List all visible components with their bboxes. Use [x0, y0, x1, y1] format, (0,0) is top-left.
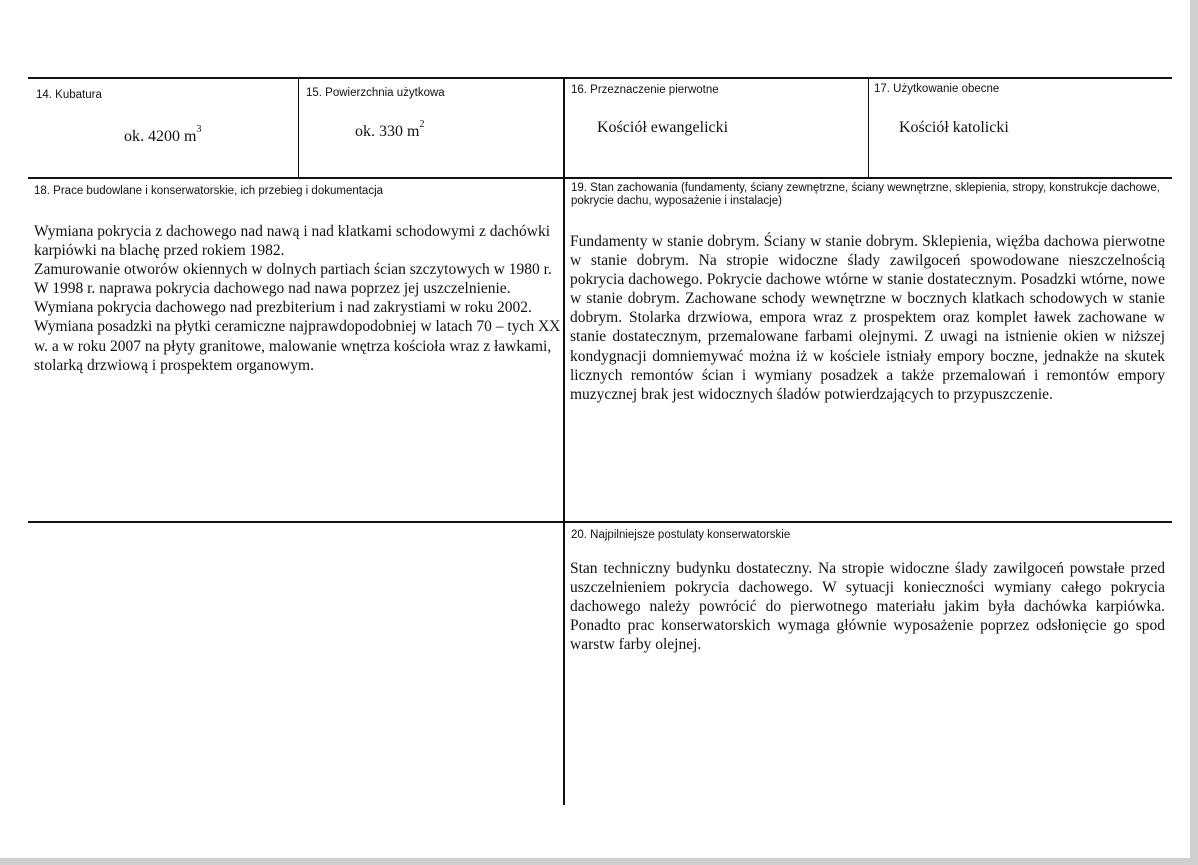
divider-16-17	[868, 78, 869, 178]
prace-paragraph: Zamurowanie otworów okiennych w dolnych partiach ścian szczytowych w 1980 r.	[34, 261, 552, 279]
stan-label: 19. Stan zachowania (fundamenty, ściany zewnętrzne, ściany wewnętrzne, sklepienia, stropy, konstrukcje dachowe, pokrycie dachu, wyposażenie i instalacje)	[571, 182, 1160, 207]
row1-bottom-rule	[28, 177, 1172, 179]
center-divider	[563, 78, 565, 805]
stan-text: Fundamenty w stanie dobrym. Ściany w stanie dobrym. Sklepienia, więźba dachowa pierwotne w stanie dobrym. Na stropie widoczne ślady zawilgoceń spowodowane nieszczelnością pokrycia dachowego. Pokrycie dachowe wtórne w stanie dostatecznym. Posadzki wtórne, nowe w stanie dobrym. Zachowane schody wewnętrzne w bocznych klatkach schodowych w stanie dobrym. Stolarka drzwiowa, empora wraz z prospektem oraz komplet ławek zachowane w stanie dostatecznym, przemalowane farbami olejnymi. Z uwagi na istnienie okien w niższej kondygnacji domniemywać można iż w kościele istniały empory boczne, jednakże na skutek licznych remontów ścian i wymiany posadzek a także przemalowań i remontów empory muzycznej brak jest widocznych śladów potwierdzających to przypuszczenie.	[570, 233, 1165, 403]
powierzchnia-label: 15. Powierzchnia użytkowa	[306, 87, 445, 99]
prace-paragraph: Wymiana pokrycia z dachowego nad nawą i nad klatkami schodowymi z dachówki karpiówki na blachę przed rokiem 1982.	[34, 223, 550, 260]
top-rule	[28, 77, 1172, 79]
prace-paragraph: Wymiana posadzki na płytki ceramiczne najprawdopodobniej w latach 70 – tych XX w. a w roku 2007 na płyty granitowe, malowanie wnętrza kościoła wraz z ławkami, stolarką drzwiową i prospektem organowym.	[34, 318, 561, 374]
kubatura-value-text: ok. 4200 m	[124, 128, 197, 145]
scan-border-bottom	[0, 858, 1198, 865]
postulaty-text: Stan techniczny budynku dostateczny. Na stropie widoczne ślady zawilgoceń powstałe przed uszczelnieniem pokrycia dachowego. W sytuacji konieczności wymiany całego pokrycia dachowego należy powrócić do pierwotnego materiału jakim była dachówka karpiówka. Ponadto prac konserwatorskich wymaga głównie wyposażenie poprzez odsłonięcie go spod warstw farby olejnej.	[570, 560, 1165, 654]
powierzchnia-unit-exponent: 2	[419, 119, 425, 130]
prace-paragraph: W 1998 r. naprawa pokrycia dachowego nad nawa poprzez jej uszczelnienie.	[34, 280, 511, 298]
powierzchnia-value-text: ok. 330 m	[355, 123, 420, 140]
scan-border-right	[1190, 0, 1198, 865]
przeznaczenie-label: 16. Przeznaczenie pierwotne	[571, 84, 719, 96]
prace-label: 18. Prace budowlane i konserwatorskie, ich przebieg i dokumentacja	[34, 185, 384, 197]
postulaty-label: 20. Najpilniejsze postulaty konserwatorskie	[571, 529, 791, 541]
row2-bottom-rule	[28, 521, 1172, 523]
kubatura-value	[124, 124, 202, 146]
przeznaczenie-value: Kościół ewangelicki	[597, 119, 729, 136]
uzytkowanie-value: Kościół katolicki	[899, 119, 1009, 136]
kubatura-unit-exponent: 3	[196, 124, 202, 135]
prace-paragraph: Wymiana pokrycia dachowego nad prezbiterium i nad zakrystiami w roku 2002.	[34, 299, 532, 317]
prace-text	[34, 222, 561, 375]
kubatura-label: 14. Kubatura	[36, 89, 102, 101]
uzytkowanie-label: 17. Użytkowanie obecne	[874, 83, 1000, 95]
powierzchnia-value	[355, 119, 425, 141]
divider-14-15	[298, 78, 299, 178]
